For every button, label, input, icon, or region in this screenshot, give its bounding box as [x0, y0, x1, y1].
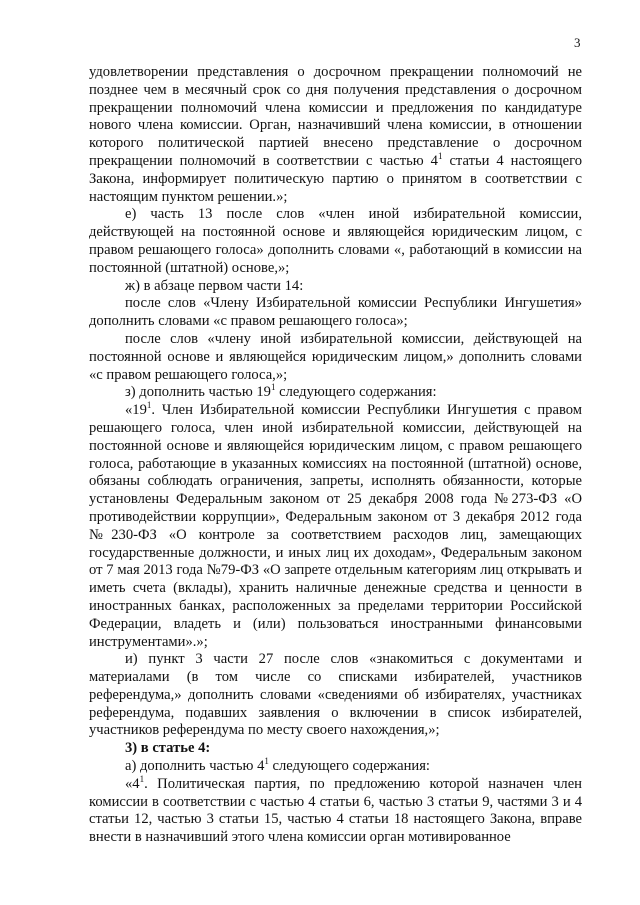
- paragraph-part-19-1: «$19^1$. Член Избирательной комиссии Республики Ингушетия с правом решающего голоса, член иной избирательной комиссии, действующей на постоянной основе и являющейся юридическим лицом, с правом решающего голоса, работающие в указанных комиссиях на постоянной (штатной) основе, обязаны соблюдать ограничения, запреты, исполнять обязанности, которые установлены Федеральным законом от 25 декабря 2008 года №273-ФЗ «О противодействии коррупции», Федеральным законом от 3 декабря 2012 года №230-ФЗ «О контроле за соответствием расходов лиц, замещающих государственные должности, и иных лиц их доходам», Федеральным законом от 7 мая 2013 года №79-ФЗ «О запрете отдельным категориям лиц открывать и иметь счета (вклады), хранить наличные денежные средства и ценности в иностранных банках, расположенных за пределами территории Российской Федерации, владеть и (или) пользоваться иностранными финансовыми инструментами».»;: [89, 400, 582, 650]
- paragraph-continuation: удовлетворении представления о досрочном прекращении полномочий не позднее чем в месячный срок со дня получения представления о досрочном прекращении полномочий члена комиссии и предложения по кандидатуре нового члена комиссии. Орган, назначивший члена комиссии, в отношении которого политической партией внесено представление о досрочном прекращении полномочий в соответствии с частью $4^1$ статьи 4 настоящего Закона, информирует политическую партию о принятом в соответствии с настоящим пунктом решении.»;: [89, 64, 582, 205]
- paragraph-zh-first: после слов «Члену Избирательной комиссии Республики Ингушетия» дополнить словами «с правом решающего голоса»;: [89, 295, 582, 330]
- paragraph-item-i: и) пункт 3 части 27 после слов «знакомиться с документами и материалами (в том числе со списками избирателей, участников референдума,» дополнить словами «сведениями об избирателях, участниках референдума, подавших заявления о включении в список избирателей, участников референдума по месту своего нахождения,»;: [89, 651, 582, 739]
- paragraph-zh-second: после слов «члену иной избирательной комиссии, действующей на постоянной основе и являющейся юридическим лицом,» дополнить словами «с правом решающего голоса,»;: [89, 330, 582, 383]
- page-number: 3: [574, 35, 581, 50]
- paragraph-item-a: а) дополнить частью $4^1$ следующего содержания:: [125, 756, 430, 775]
- section-heading-article-4: 3) в статье 4:: [125, 740, 211, 757]
- page-body: [89, 64, 582, 847]
- paragraph-item-zh: ж) в абзаце первом части 14:: [125, 277, 304, 294]
- paragraph-item-z: з) дополнить частью $19^1$ следующего содержания:: [125, 382, 437, 401]
- paragraph-part-4-1: «$4^1$. Политическая партия, по предложению которой назначен член комиссии в соответствии с частью 4 статьи 6, частью 3 статьи 9, частями 3 и 4 статьи 12, частью 3 статьи 15, частью 4 статьи 18 настоящего Закона, вправе внести в назначивший этого члена комиссии орган мотивированное: [89, 773, 582, 846]
- paragraph-item-e: е) часть 13 после слов «член иной избирательной комиссии, действующей на постоянной основе и являющейся юридическим лицом, с правом решающего голоса» дополнить словами «, работающий в комиссии на постоянной (штатной) основе,»;: [89, 206, 582, 276]
